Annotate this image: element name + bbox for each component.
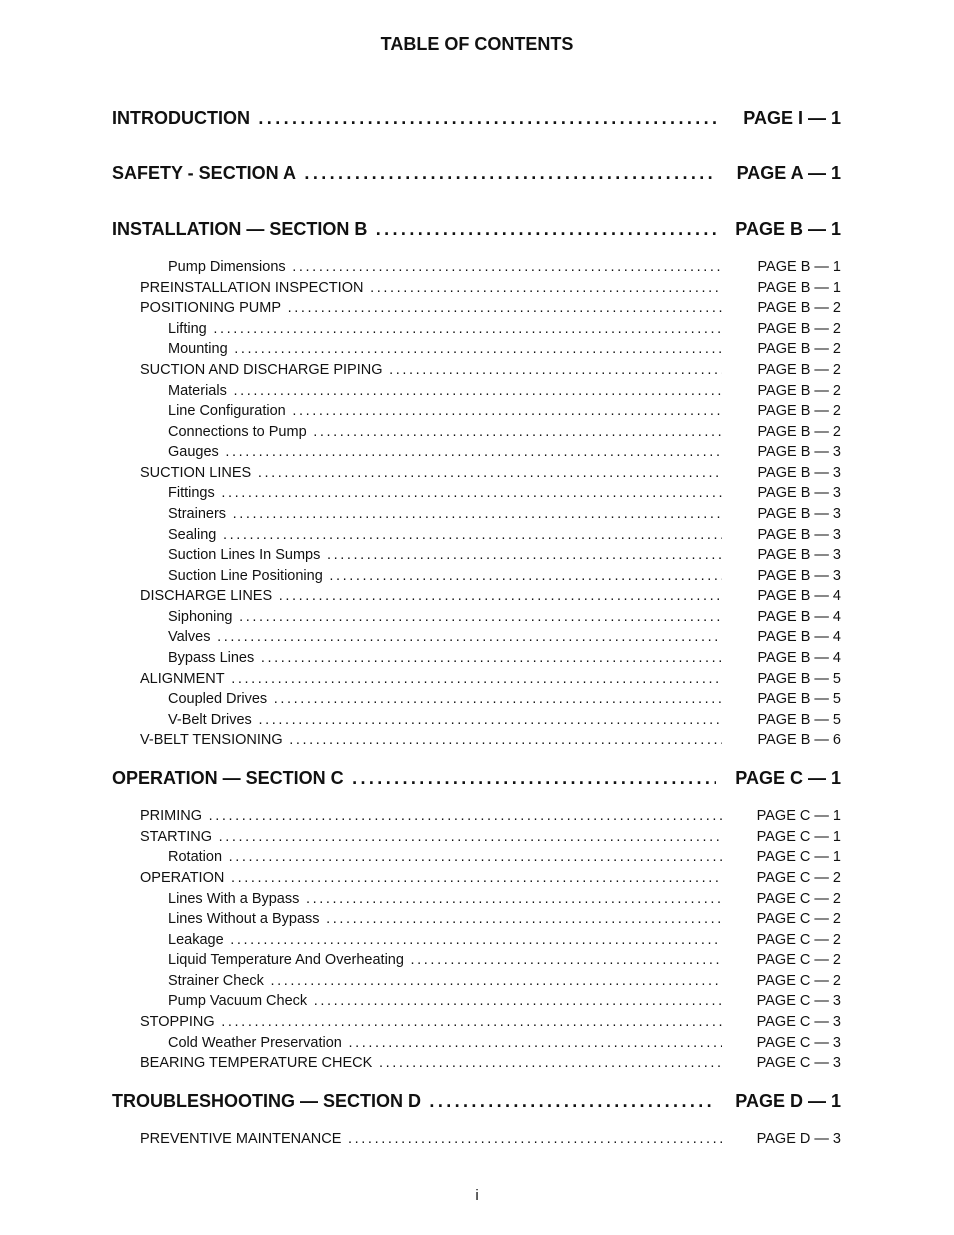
- toc-entry-page: PAGE C — 3: [756, 1035, 841, 1051]
- toc-entry-label: V-Belt Drives .....: [168, 712, 722, 728]
- toc-entry-label: ALIGNMENT .....: [140, 671, 722, 687]
- toc-entry-page: PAGE B — 6: [757, 732, 841, 748]
- toc-entry-label: INTRODUCTION .....: [112, 108, 716, 129]
- toc-entry-label: Cold Weather Preservation .....: [168, 1035, 722, 1051]
- toc-entry-page: PAGE C — 2: [756, 891, 841, 907]
- toc-entry-label: Gauges .....: [168, 444, 722, 460]
- toc-entry-page: PAGE C — 1: [756, 808, 841, 824]
- toc-entry-page: PAGE C — 2: [756, 973, 841, 989]
- toc-entry-page: PAGE C — 1: [756, 849, 841, 865]
- toc-entry-page: PAGE B — 4: [757, 609, 841, 625]
- toc-entry-label: DISCHARGE LINES .....: [140, 588, 722, 604]
- toc-entry-label: Fittings .....: [168, 485, 722, 501]
- toc-entry-label: Lifting .....: [168, 321, 722, 337]
- page-number: i: [475, 1187, 479, 1204]
- toc-entry-label: Suction Lines In Sumps .....: [168, 547, 722, 563]
- toc-entry-page: PAGE B — 2: [757, 321, 841, 337]
- toc-entry-page: PAGE B — 3: [757, 547, 841, 563]
- toc-entry-label: POSITIONING PUMP .....: [140, 300, 722, 316]
- toc-entry-label: Lines Without a Bypass .....: [168, 911, 722, 927]
- page-title: TABLE OF CONTENTS: [380, 34, 574, 54]
- toc-entry-label: SUCTION AND DISCHARGE PIPING .....: [140, 362, 722, 378]
- toc-entry-page: PAGE C — 2: [756, 952, 841, 968]
- toc-entry-label: Sealing .....: [168, 527, 722, 543]
- toc-entry-label: Connections to Pump .....: [168, 424, 722, 440]
- toc-entry-label: Suction Line Positioning .....: [168, 568, 722, 584]
- toc-entry-label: STARTING .....: [140, 829, 722, 845]
- toc-entry-label: Lines With a Bypass .....: [168, 891, 722, 907]
- toc-entry-page: PAGE B — 4: [757, 588, 841, 604]
- toc-entry-page: PAGE B — 2: [757, 383, 841, 399]
- toc-entry-page: PAGE A — 1: [736, 163, 841, 183]
- toc-entry-page: PAGE C — 3: [756, 1014, 841, 1030]
- toc-entry-page: PAGE B — 3: [757, 527, 841, 543]
- toc-entry-label: V-BELT TENSIONING .....: [140, 732, 722, 748]
- toc-entry-page: PAGE B — 5: [757, 712, 841, 728]
- toc-entry-page: PAGE B — 2: [757, 362, 841, 378]
- toc-entry-page: PAGE B — 2: [757, 341, 841, 357]
- toc-entry-label: Pump Vacuum Check .....: [168, 993, 722, 1009]
- toc-entry-page: PAGE B — 5: [757, 691, 841, 707]
- toc-entry-label: Mounting .....: [168, 341, 722, 357]
- toc-entry-page: PAGE B — 3: [757, 485, 841, 501]
- toc-entry-label: Valves .....: [168, 629, 722, 645]
- toc-entry-label: OPERATION — SECTION C .....: [112, 768, 716, 789]
- toc-entry-page: PAGE C — 1: [756, 829, 841, 845]
- toc-entry-label: SAFETY - SECTION A .....: [112, 163, 716, 184]
- toc-entry-page: PAGE B — 2: [757, 424, 841, 440]
- toc-entry-label: PREVENTIVE MAINTENANCE .....: [140, 1131, 722, 1147]
- toc-entry-label: INSTALLATION — SECTION B .....: [112, 219, 716, 240]
- toc-entry-label: Leakage .....: [168, 932, 722, 948]
- toc-entry-label: STOPPING .....: [140, 1014, 722, 1030]
- toc-entry-page: PAGE I — 1: [743, 108, 841, 128]
- toc-entry-label: Coupled Drives .....: [168, 691, 722, 707]
- toc-entry-page: PAGE B — 1: [757, 259, 841, 275]
- toc-entry-label: PREINSTALLATION INSPECTION .....: [140, 280, 722, 296]
- toc-entry-label: Strainers .....: [168, 506, 722, 522]
- toc-entry-page: PAGE C — 2: [756, 911, 841, 927]
- toc-entry-page: PAGE D — 3: [756, 1131, 841, 1147]
- toc-entry-page: PAGE B — 3: [757, 568, 841, 584]
- toc-entry-page: PAGE B — 1: [735, 219, 841, 239]
- toc-entry-page: PAGE C — 2: [756, 870, 841, 886]
- toc-entry-label: Pump Dimensions .....: [168, 259, 722, 275]
- toc-entry-page: PAGE B — 2: [757, 300, 841, 316]
- toc-entry-page: PAGE B — 3: [757, 506, 841, 522]
- toc-entry-page: PAGE C — 3: [756, 1055, 841, 1071]
- toc-entry-label: Materials .....: [168, 383, 722, 399]
- toc-entry-label: Siphoning .....: [168, 609, 722, 625]
- toc-entry-label: TROUBLESHOOTING — SECTION D .....: [112, 1091, 716, 1112]
- toc-entry-page: PAGE B — 4: [757, 629, 841, 645]
- toc-entry-page: PAGE B — 3: [757, 444, 841, 460]
- toc-entry-page: PAGE C — 3: [756, 993, 841, 1009]
- toc-entry-label: Bypass Lines .....: [168, 650, 722, 666]
- toc-entry-page: PAGE B — 1: [757, 280, 841, 296]
- toc-entry-label: BEARING TEMPERATURE CHECK .....: [140, 1055, 722, 1071]
- toc-entry-label: PRIMING .....: [140, 808, 722, 824]
- toc-entry-page: PAGE B — 4: [757, 650, 841, 666]
- toc-entry-page: PAGE D — 1: [735, 1091, 841, 1111]
- toc-entry-label: Rotation .....: [168, 849, 722, 865]
- toc-entry-label: OPERATION .....: [140, 870, 722, 886]
- toc-entry-label: Liquid Temperature And Overheating .....: [168, 952, 722, 968]
- toc-entry-label: SUCTION LINES .....: [140, 465, 722, 481]
- toc-entry-page: PAGE B — 3: [757, 465, 841, 481]
- toc-entry-page: PAGE C — 2: [756, 932, 841, 948]
- toc-entry-page: PAGE C — 1: [735, 768, 841, 788]
- toc-entry-label: Strainer Check .....: [168, 973, 722, 989]
- toc-entry-label: Line Configuration .....: [168, 403, 722, 419]
- toc-entry-page: PAGE B — 2: [757, 403, 841, 419]
- toc-entry-page: PAGE B — 5: [757, 671, 841, 687]
